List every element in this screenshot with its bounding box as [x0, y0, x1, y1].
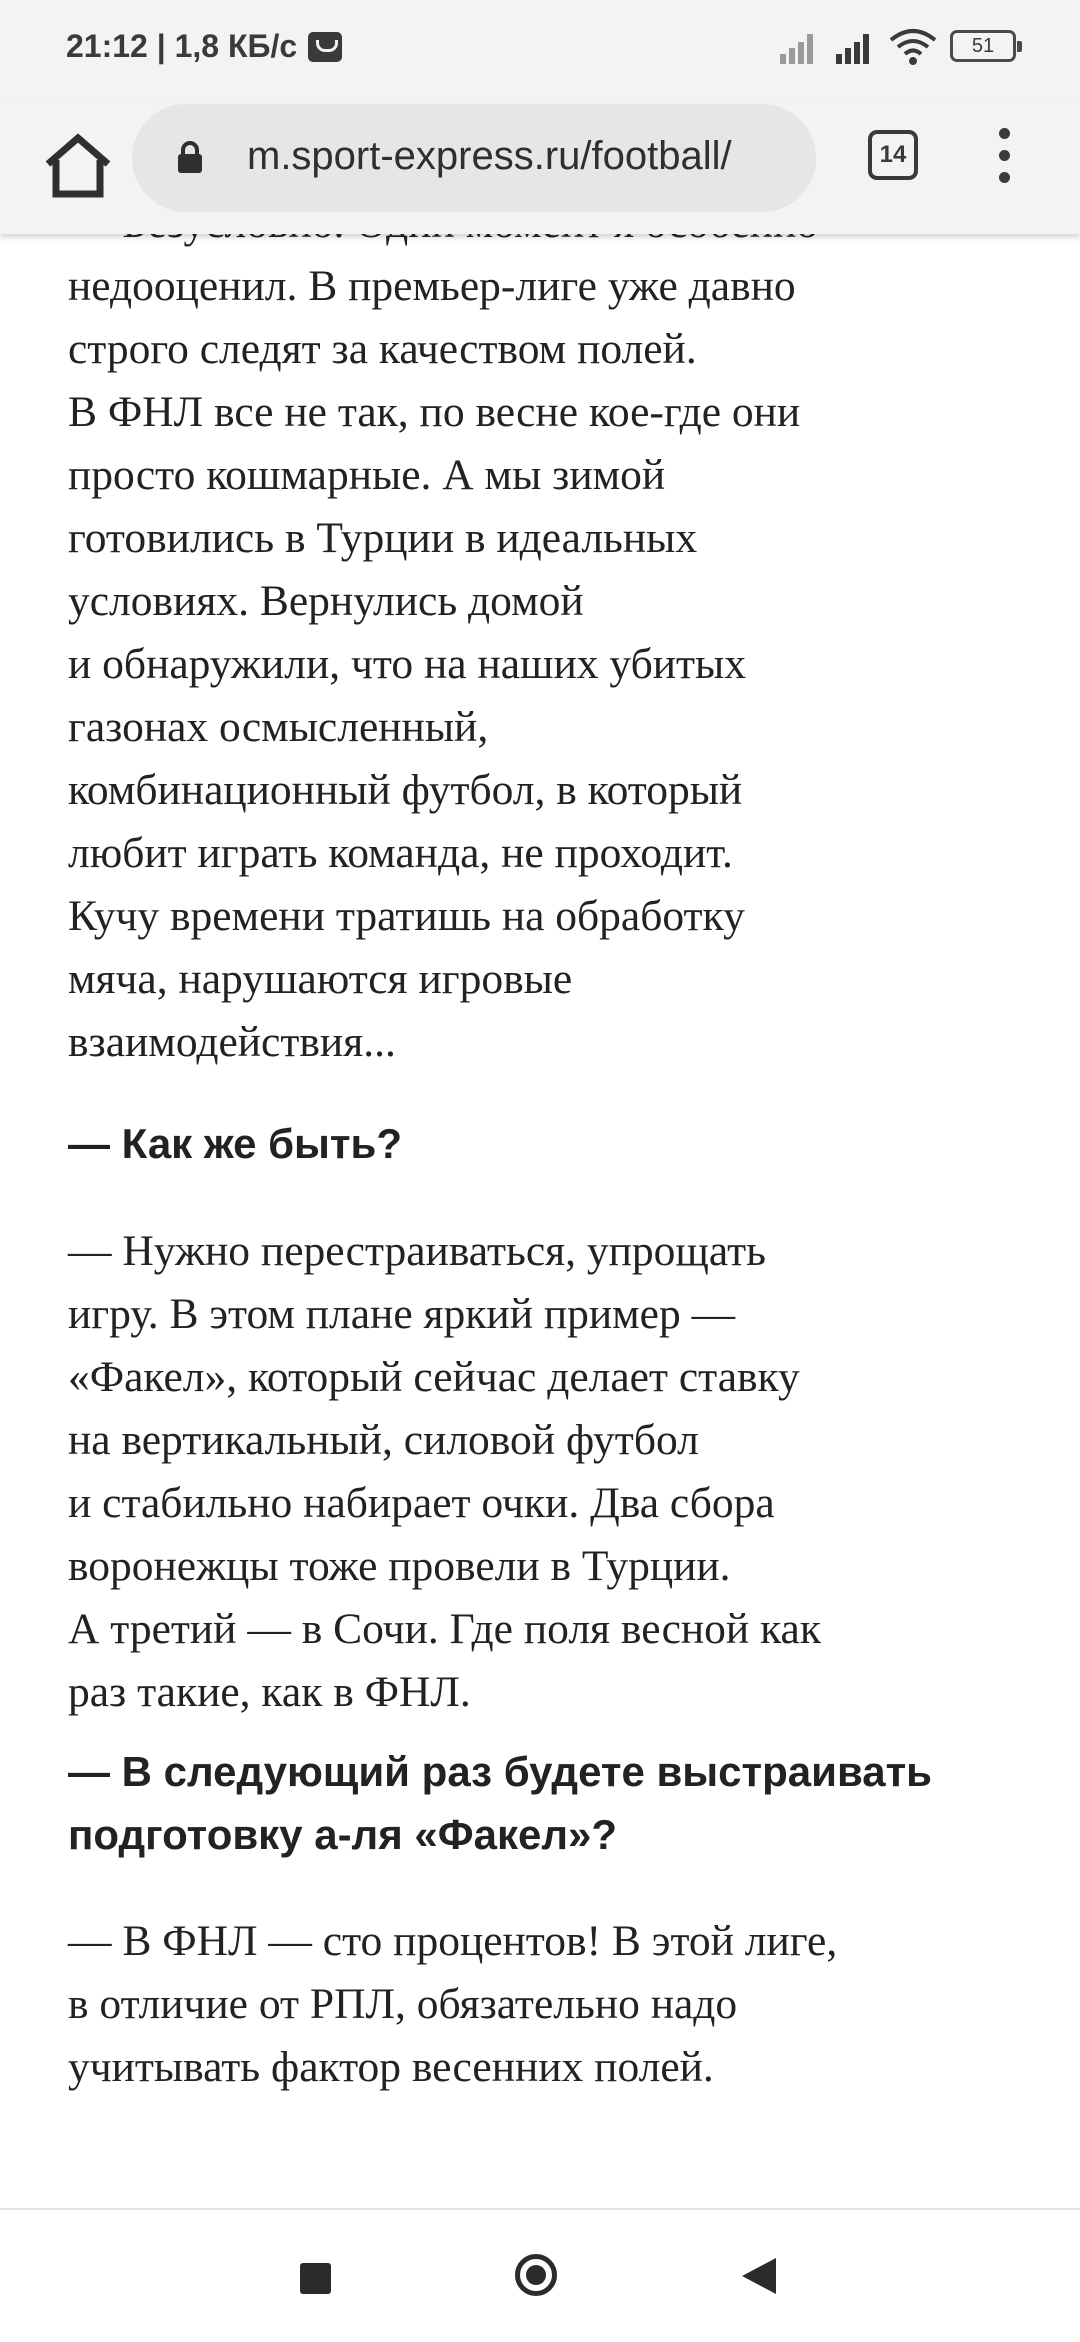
question-line: — Как же быть?	[68, 1120, 402, 1167]
text-line: Кучу времени тратишь на обработку	[68, 892, 745, 940]
text-line: — Нужно перестраиваться, упрощать	[68, 1227, 766, 1275]
answer-paragraph	[68, 1910, 1028, 2099]
system-nav-bar	[0, 2208, 1080, 2342]
question-line: — В следующий раз будете выстраивать	[68, 1748, 932, 1795]
text-line: газонах осмысленный,	[68, 703, 489, 751]
answer-paragraph	[68, 192, 1028, 1074]
home-icon[interactable]	[38, 126, 118, 206]
text-line: раз такие, как в ФНЛ.	[68, 1668, 471, 1716]
status-time: 21:12	[66, 28, 148, 64]
back-icon[interactable]	[742, 2258, 776, 2294]
battery-icon	[950, 30, 1016, 62]
text-line: А третий — в Сочи. Где поля весной как	[68, 1605, 821, 1653]
lock-icon	[176, 140, 204, 174]
menu-dot	[999, 172, 1010, 183]
text-line: комбинационный футбол, в который	[68, 766, 743, 814]
signal-icon	[834, 30, 876, 64]
more-vert-icon[interactable]	[984, 128, 1024, 184]
wifi-icon	[888, 28, 938, 66]
status-separator: |	[156, 28, 175, 64]
tabs-icon[interactable]	[868, 130, 918, 180]
battery-level: 51	[971, 35, 995, 57]
text-line: на вертикальный, силовой футбол	[68, 1416, 699, 1464]
text-line: недооценил. В премьер-лиге уже давно	[68, 262, 796, 310]
recents-icon[interactable]	[300, 2263, 331, 2294]
text-line: игру. В этом плане яркий пример —	[68, 1290, 736, 1338]
text-line: воронежцы тоже провели в Турции.	[68, 1542, 731, 1590]
text-line: в отличие от РПЛ, обязательно надо	[68, 1980, 738, 2028]
home-circle-icon[interactable]	[515, 2254, 557, 2296]
menu-dot	[999, 150, 1010, 161]
url-fade	[756, 104, 816, 212]
question-line: подготовку а-ля «Факел»?	[68, 1811, 618, 1858]
text-line: взаимодействия...	[68, 1018, 396, 1066]
signal-icon	[778, 30, 820, 64]
text-line: условиях. Вернулись домой	[68, 577, 584, 625]
tab-count: 14	[879, 141, 907, 168]
mail-icon	[308, 32, 342, 62]
menu-dot	[999, 128, 1010, 139]
status-time-speed	[66, 28, 297, 65]
text-line: просто кошмарные. А мы зимой	[68, 451, 666, 499]
text-line: строго следят за качеством полей.	[68, 325, 697, 373]
status-bar	[0, 0, 1080, 100]
text-line: и обнаружили, что на наших убитых	[68, 640, 747, 688]
url-bar[interactable]	[132, 104, 816, 212]
network-speed: 1,8 КБ/с	[174, 28, 298, 64]
text-line: готовились в Турции в идеальных	[68, 514, 698, 562]
interview-question	[68, 1112, 1028, 1175]
text-line: и стабильно набирает очки. Два сбора	[68, 1479, 775, 1527]
text-line: В ФНЛ все не так, по весне кое-где они	[68, 388, 801, 436]
text-line: мяча, нарушаются игровые	[68, 955, 573, 1003]
text-line: «Факел», который сейчас делает ставку	[68, 1353, 800, 1401]
text-line: — В ФНЛ — сто процентов! В этой лиге,	[68, 1917, 838, 1965]
answer-paragraph	[68, 1220, 1028, 1724]
text-line: учитывать фактор весенних полей.	[68, 2043, 714, 2091]
text-line: любит играть команда, не проходит.	[68, 829, 733, 877]
browser-toolbar	[0, 100, 1080, 234]
url-text[interactable]: m.sport-express.ru/football/	[247, 134, 732, 178]
interview-question	[68, 1740, 1028, 1866]
